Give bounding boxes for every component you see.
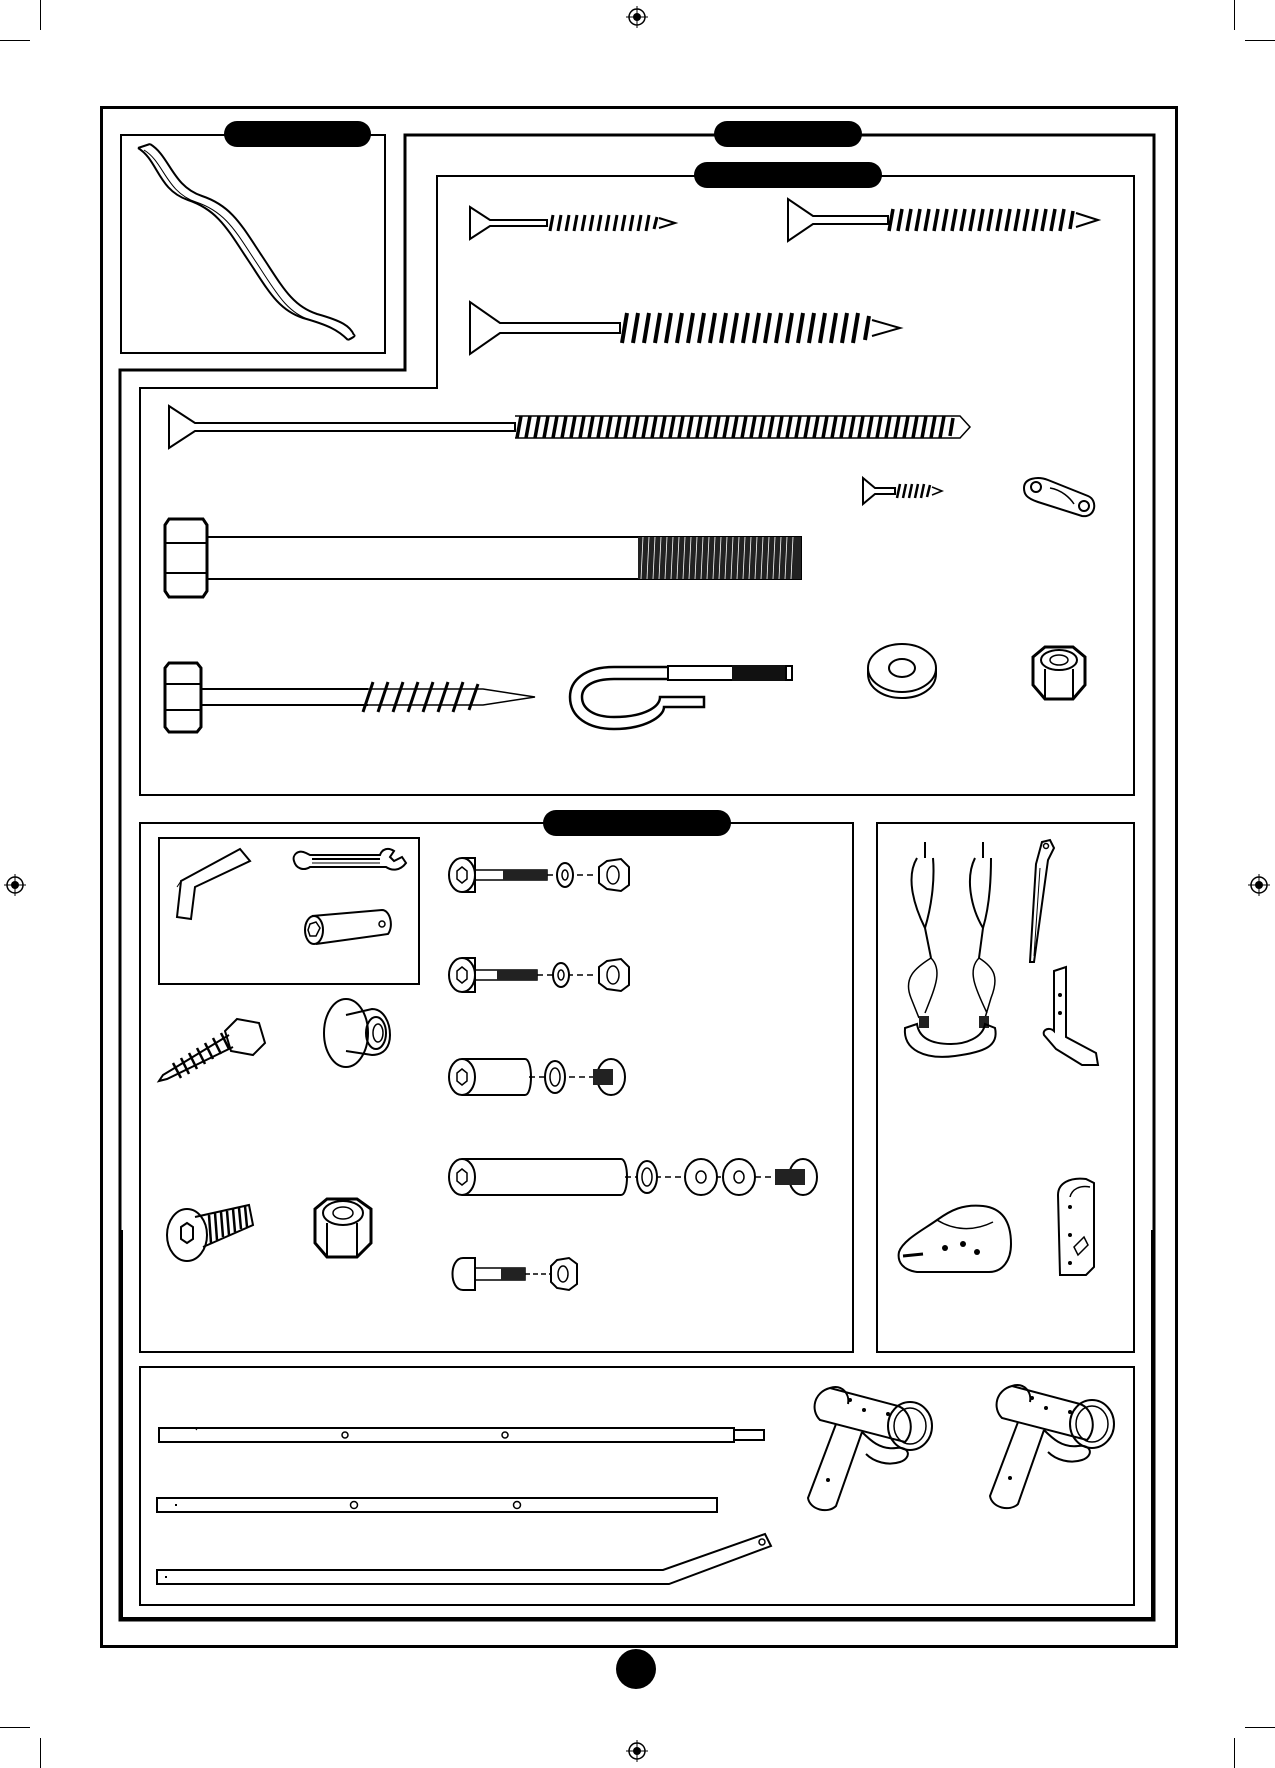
lag-screw-icon [163,660,543,735]
metal-tube-icon [155,1420,775,1450]
section-label-screws [694,162,882,188]
wood-screw-icon [465,298,905,358]
wood-screw-icon [165,402,975,452]
bolt-washer-nut-assembly-icon [445,1055,655,1100]
wood-screw-icon [860,475,945,507]
open-end-wrench-icon [290,845,410,877]
metal-tube-icon [153,1530,773,1585]
eye-bolt-icon [564,645,824,735]
wood-screw-icon [783,195,1103,245]
bolt-washer-nut-assembly-icon [445,855,655,895]
section-label-hardware [714,121,862,147]
hex-bolt-icon [163,513,823,603]
socket-tube-icon [298,906,398,956]
socket-head-bolt-icon [165,1195,255,1265]
lag-screw-icon [155,1015,270,1090]
section-label-bolts [543,810,731,836]
flat-washer-icon [865,640,940,700]
swing-seat-with-chains-icon [895,838,1005,1063]
tube-connector-icon [982,1368,1122,1513]
wall-bracket-icon [1018,474,1098,524]
tube-connector-icon [800,1370,940,1515]
bolt-washer-nut-assembly-icon [445,1155,825,1200]
lock-nut-icon [305,1195,380,1265]
bolt-washer-nut-assembly-icon [445,1252,625,1297]
hex-key-icon [165,845,255,925]
sleeve-bushing-icon [318,995,393,1070]
metal-tube-icon [153,1490,723,1520]
stake-icon [1020,836,1070,966]
wave-slide-icon [128,140,368,350]
step-bracket-icon [1038,965,1103,1070]
wood-screw-icon [465,203,680,243]
wall-bracket-icon [1050,1175,1100,1280]
handle-grip-icon [893,1200,1018,1280]
bolt-washer-nut-assembly-icon [445,955,655,995]
page-number [616,1649,656,1689]
lock-nut-icon [1025,645,1095,705]
